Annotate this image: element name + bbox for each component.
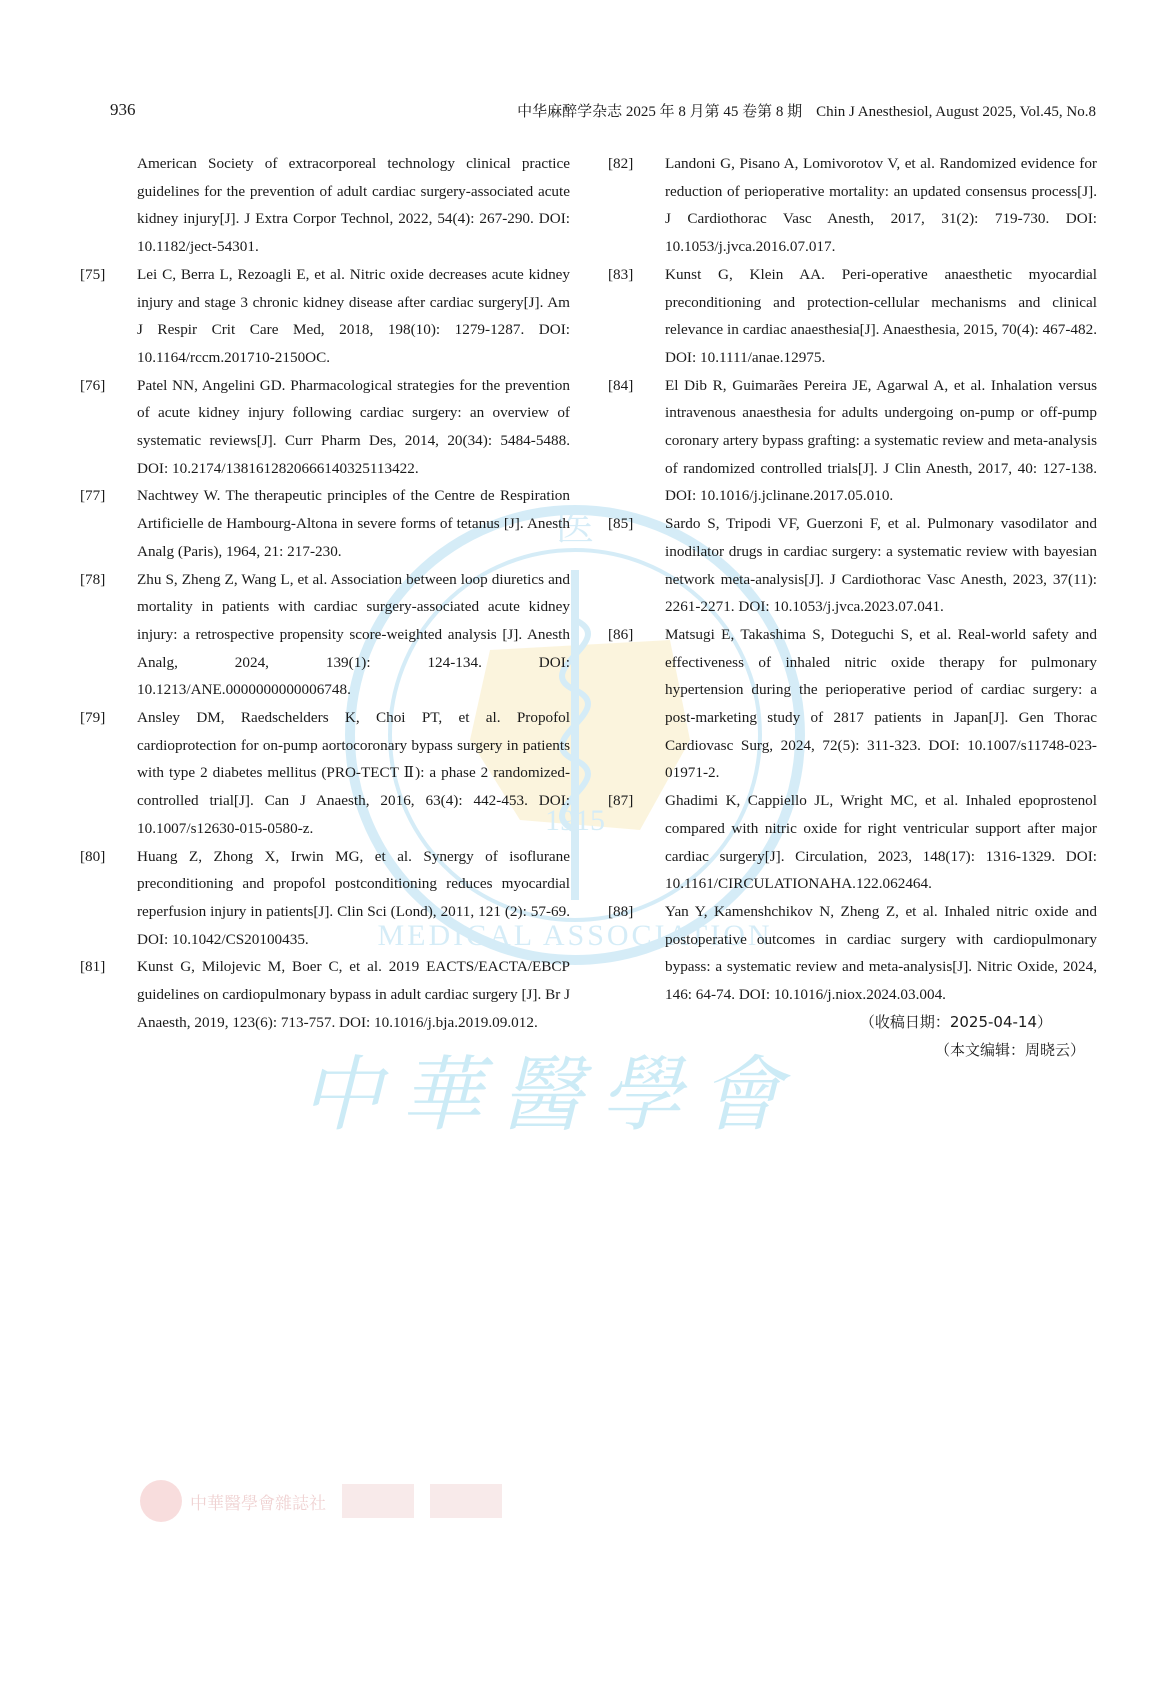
reference-entry [80, 566, 570, 705]
reference-text: Matsugi E, Takashima S, Doteguchi S, et al. Real-world safety and effectiveness of inhaled nitric oxide therapy for pulmonary hypertension during the perioperative period of cardiac surgery: a post-marketing study of 2817 patients in Japan[J]. Gen Thorac Cardiovasc Surg, 2024, 72(5): 311-323. DOI: 10.1007/s11748-023-01971-2. [665, 625, 1097, 782]
reference-number: [84] [608, 376, 634, 394]
reference-number: [75] [80, 265, 106, 283]
page-number: 936 [110, 100, 136, 119]
received-date: （收稿日期：2025-04-14） [859, 1012, 1052, 1031]
flower-logo-icon [140, 1480, 182, 1522]
reference-text: American Society of extracorporeal technology clinical practice guidelines for the prevention of adult cardiac surgery-associated acute kidney injury[J]. J Extra Corpor Technol, 2022, 54(4): 267-290. DOI: 10.1182/ject-54301. [137, 155, 570, 256]
reference-number: [81] [80, 958, 106, 976]
reference-text: Ansley DM, Raedschelders K, Choi PT, et al. Propofol cardioprotection for on-pump aortocoronary bypass surgery in patients with type 2 diabetes mellitus (PRO-TECT Ⅱ): a phase 2 randomized-controlled trial[J]. Can J Anaesth, 2016, 63(4): 442-453. DOI: 10.1007/s12630-015-0580-z. [137, 709, 570, 837]
reference-number: [77] [80, 487, 106, 505]
reference-number: [83] [608, 265, 634, 283]
publisher-logo [140, 1480, 502, 1522]
reference-entry [80, 953, 570, 1036]
reference-number: [82] [608, 155, 634, 172]
calligraphy-watermark: 中華醫學會 [300, 1048, 800, 1143]
journal-title-cn: 中华麻醉学杂志 2025 年 8 月第 45 卷第 8 期 [517, 104, 803, 120]
reference-text: Kunst G, Milojevic M, Boer C, et al. 2019 EACTS/EACTA/EBCP guidelines on cardiopulmonary bypass in adult cardiac surgery [J]. Br J Anaesth, 2019, 123(6): 713-757. DOI: 10.1016/j.bja.2019.09.012. [137, 958, 570, 1031]
qr-block-icon [430, 1484, 502, 1518]
reference-text: Patel NN, Angelini GD. Pharmacological strategies for the prevention of acute kidney injury following cardiac surgery: an overview of systematic reviews[J]. Curr Pharm Des, 2014, 20(34): 5484-5488. DOI: 10.2174/1381612820666140325113422. [137, 376, 570, 477]
reference-number: [85] [608, 515, 634, 533]
seal-bottom-text: MEDICAL ASSOCIATION [377, 919, 773, 952]
reference-number: [79] [80, 709, 106, 727]
reference-entry [80, 372, 570, 483]
qr-block-icon [342, 1484, 414, 1518]
reference-text: Sardo S, Tripodi VF, Guerzoni F, et al. Pulmonary vasodilator and inodilator drugs in cardiac surgery: a systematic review with bayesian network meta-analysis[J]. J Cardiothorac Vasc Anesth, 2023, 37(11): 2261-2271. DOI: 10.1053/j.jvca.2023.07.041. [665, 515, 1097, 616]
seal-year: 1915 [545, 804, 605, 837]
reference-text: Zhu S, Zheng Z, Wang L, et al. Association between loop diuretics and mortality in patients with cardiac surgery-associated acute kidney injury: a retrospective propensity score-weighted analysis [J]. Anesth Analg, 2024, 139(1): 124-134. DOI: 10.1213/ANE.0000000000006748. [137, 570, 570, 699]
reference-text: El Dib R, Guimarães Pereira JE, Agarwal A, et al. Inhalation versus intravenous anaesthesia for adults undergoing on-pump or off-pump coronary artery bypass grafting: a systematic review and meta-analysis of randomized controlled trials[J]. J Clin Anesth, 2017, 40: 127-138. DOI: 10.1016/j.jclinane.2017.05.010. [665, 376, 1097, 505]
reference-entry [80, 261, 570, 372]
reference-number: [86] [608, 625, 634, 643]
reference-entry [608, 898, 1097, 1009]
reference-entry [608, 261, 1097, 372]
reference-text: Huang Z, Zhong X, Irwin MG, et al. Synergy of isoflurane preconditioning and propofol postconditioning reduces myocardial reperfusion injury in patients[J]. Clin Sci (Lond), 2011, 121 (2): 57-69. DOI: 10.1042/CS20100435. [137, 847, 570, 948]
reference-text: Lei C, Berra L, Rezoagli E, et al. Nitric oxide decreases acute kidney injury and stage 3 chronic kidney disease after cardiac surgery[J]. Am J Respir Crit Care Med, 2018, 198(10): 1279-1287. DOI: 10.1164/rccm.201710-2150OC. [137, 265, 570, 366]
reference-number: [80] [80, 847, 106, 865]
references-right-column [608, 150, 1097, 1064]
reference-number: [76] [80, 376, 106, 394]
reference-number: [78] [80, 570, 106, 588]
reference-entry [80, 704, 570, 843]
reference-entry [80, 482, 570, 565]
publisher-name: 中華醫學會雜誌社 [190, 1493, 326, 1514]
reference-text: Nachtwey W. The therapeutic principles of the Centre de Respiration Artificielle de Hambourg-Altona in severe forms of tetanus [J]. Anesth Analg (Paris), 1964, 21: 217-230. [137, 487, 570, 560]
reference-entry [80, 150, 570, 261]
journal-title-en: Chin J Anesthesiol, August 2025, Vol.45, No.8 [816, 104, 1096, 120]
reference-entry [608, 510, 1097, 621]
reference-entry [608, 621, 1097, 787]
reference-entry [80, 843, 570, 954]
reference-entry [608, 787, 1097, 898]
reference-text: Landoni G, Pisano A, Lomivorotov V, et al. Randomized evidence for reduction of perioperative mortality: an updated consensus process[J]. J Cardiothorac Vasc Anesth, 2017, 31(2): 719-730. DOI: 10.1053/j.jvca.2016.07.017. [665, 155, 1097, 256]
reference-text: Kunst G, Klein AA. Peri-operative anaesthetic myocardial preconditioning and protection-cellular mechanisms and clinical relevance in cardiac anaesthesia[J]. Anaesthesia, 2015, 70(4): 467-482. DOI: 10.1111/anae.12975. [665, 265, 1097, 366]
reference-number: [87] [608, 792, 634, 810]
reference-entry [608, 372, 1097, 511]
editor-note: （本文编辑：周晓云） [934, 1040, 1085, 1059]
reference-entry [608, 150, 1097, 261]
reference-text: Yan Y, Kamenshchikov N, Zheng Z, et al. Inhaled nitric oxide and postoperative outcomes in cardiac surgery with cardiopulmonary bypass: a systematic review and meta-analysis[J]. Nitric Oxide, 2024, 146: 64-74. DOI: 10.1016/j.niox.2024.03.004. [665, 902, 1097, 1004]
seal-top-text: 医 [555, 507, 595, 549]
reference-number: [88] [608, 902, 634, 920]
running-head [517, 100, 1096, 121]
references-left-column [80, 150, 570, 1037]
reference-text: Ghadimi K, Cappiello JL, Wright MC, et al. Inhaled epoprostenol compared with nitric oxide for right ventricular support after major cardiac surgery[J]. Circulation, 2023, 148(17): 1316-1329. DOI: 10.1161/CIRCULATIONAHA.122.062464. [665, 792, 1097, 893]
